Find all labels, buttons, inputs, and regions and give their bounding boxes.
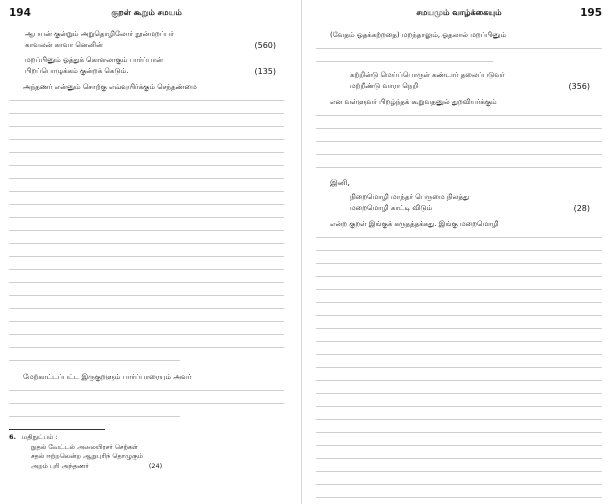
footnote xyxy=(9,433,284,471)
paragraph-lead: என்ற குறள் இங்குக் கருதத்தக்கது. இங்கு மறைமொழி xyxy=(330,220,499,228)
right-page-number: 195 xyxy=(580,7,602,19)
left-paragraph-2 xyxy=(9,371,284,423)
verse-line: மறப்பினும் ஓத்துக் கொளலாகும் பார்ப்பான் xyxy=(25,56,163,64)
right-verse-356 xyxy=(350,70,598,92)
right-paragraph-2 xyxy=(316,218,602,504)
verse-line: காவலன் காவா னெனின் xyxy=(25,41,103,49)
footnote-marker: 6. xyxy=(9,433,16,441)
right-verse-28 xyxy=(350,192,598,214)
footnote-number: (24) xyxy=(148,461,163,470)
paragraph-lead: மேற்காட்டப்பட்ட இருகுறளும் பார்ப்பாரையும் அவர் xyxy=(23,373,192,381)
paragraph-lead: என வள்ளுவர் பிறழ்ந்தக் கூறுவதனுல் துறவியர்க்கும் xyxy=(330,98,497,106)
verse-line: மற்றீண்டு வாரா நெறி xyxy=(350,82,419,90)
verse-number: (135) xyxy=(254,67,276,76)
left-verse-135 xyxy=(25,55,284,77)
verse-number: (356) xyxy=(568,82,590,91)
left-running-head xyxy=(9,7,284,21)
verse-line: கற்றின்டு மெய்ப்பொருள் கண்டார் தலைப்படுவர் xyxy=(350,71,505,79)
footnote-line: சதல் ஈற்றலென்ற ஆறுபுரிந் தொழுகும் xyxy=(31,452,143,460)
footnote-line: மதிநுட்பம் : xyxy=(22,433,58,441)
footnote-line: அறம் புரி அந்தணர் xyxy=(31,461,89,470)
left-verse-560 xyxy=(25,29,284,51)
ini-label: இனி, xyxy=(330,178,350,187)
right-page xyxy=(306,0,610,504)
verse-number: (28) xyxy=(573,204,590,213)
verse-line: மறைமொழி காட்டி விடும் xyxy=(350,204,433,212)
left-page xyxy=(0,0,298,504)
left-paragraph-1 xyxy=(9,81,284,367)
right-running-title: சமயமும் வாழ்க்கையும் xyxy=(416,8,502,17)
right-paragraph-0 xyxy=(316,29,602,68)
verse-line: ஆபயன் குன்றும் அறுதொழிலோர் நூன்மறப்பர் xyxy=(25,30,174,38)
gutter xyxy=(301,0,302,504)
right-paragraph-1 xyxy=(316,96,602,174)
left-running-title: குறள் கூறும் சமயம் xyxy=(111,8,182,17)
right-running-head xyxy=(316,7,602,21)
footnote-separator xyxy=(9,429,105,430)
paragraph-lead: அந்தணர் என்னும் சொற்கு எவ்வுயிர்க்கும் செந்தண்மை xyxy=(23,83,197,91)
paragraph-lead: (வேதம் ஓதக்கற்றதை) மறந்தாலும், ஓதலால் மறப்பினும் xyxy=(330,31,506,39)
verse-number: (560) xyxy=(254,41,276,50)
footnote-line: நுதல் வேட்டல் அலையிரசர் செற்கள் xyxy=(31,442,138,451)
verse-line: பிறப்பொழுக்கம் குன்றக் கெடும். xyxy=(25,67,129,75)
verse-line: நிறைமொழி மாந்தர் பெருமை நிலத்து xyxy=(350,193,470,201)
left-page-number: 194 xyxy=(9,7,31,19)
